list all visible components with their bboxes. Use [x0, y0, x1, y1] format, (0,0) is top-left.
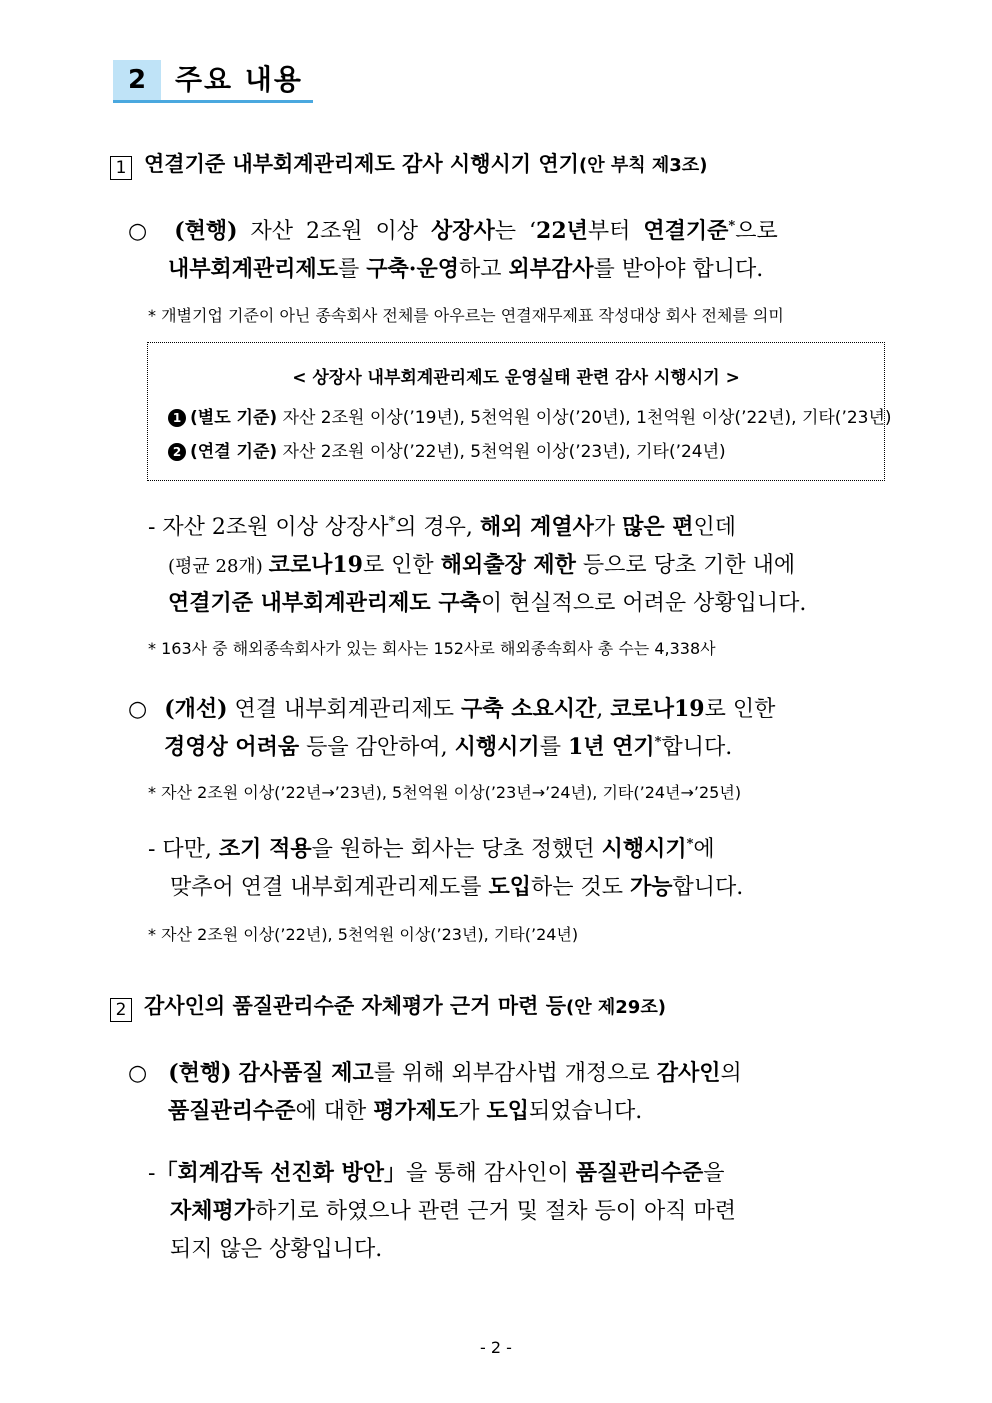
section-underline	[113, 100, 313, 103]
schedule-row-consolidated: 2 (연결 기준) 자산 2조원 이상(’22년), 5천억원 이상(’23년), 기타(’24년)	[168, 437, 726, 462]
item1-title: 연결기준 내부회계관리제도 감사 시행시기 연기	[144, 152, 579, 176]
item1-heading	[110, 148, 707, 180]
bullet: ○	[128, 697, 148, 722]
item1-improve-note: * 자산 2조원 이상(’22년→’23년), 5천억원 이상(’23년→’24년), 기타(’24년→’25년)	[148, 783, 742, 802]
bullet: ○	[128, 219, 148, 244]
item1-improve-line1: ○ (개선) 연결 내부회계관리제도 구축 소요시간, 코로나19로 인한	[128, 696, 776, 722]
item2-dash-line3: 되지 않은 상황입니다.	[170, 1237, 383, 1262]
item1-dash1-line2: (평균 28개) 코로나19로 인한 해외출장 제한 등으로 당초 기한 내에	[168, 552, 796, 578]
item2-dash-line2: 자체평가하기로 하였으나 관련 근거 및 절차 등이 아직 마련	[170, 1198, 737, 1224]
item1-dash1-line1: - 자산 2조원 이상 상장사*의 경우, 해외 계열사가 많은 편인데	[148, 514, 737, 540]
item2-dash-line1: -「회계감독 선진화 방안」을 통해 감사인이 품질관리수준을	[148, 1160, 725, 1186]
item2-current-line2: 품질관리수준에 대한 평가제도가 도입되었습니다.	[168, 1098, 643, 1124]
page-number: - 2 -	[480, 1338, 512, 1357]
bullet: ○	[128, 1061, 148, 1086]
schedule-box	[147, 342, 892, 481]
item2-number-box: 2	[110, 998, 132, 1022]
item1-ref: (안 부칙 제3조)	[578, 155, 708, 176]
item1-dash1-note: * 163사 중 해외종속회사가 있는 회사는 152사로 해외종속회사 총 수는 4,338사	[148, 639, 716, 658]
item1-number-box: 1	[110, 156, 132, 180]
item1-current-line1: ○ (현행) 자산 2조원 이상 상장사는 ‘22년부터 연결기준*으로	[128, 218, 778, 244]
item2-heading	[110, 990, 666, 1022]
item1-current-line2: 내부회계관리제도를 구축·운영하고 외부감사를 받아야 합니다.	[168, 256, 764, 282]
item1-dash1-line3: 연결기준 내부회계관리제도 구축이 현실적으로 어려운 상황입니다.	[168, 590, 807, 616]
item2-title: 감사인의 품질관리수준 자체평가 근거 마련 등	[144, 994, 566, 1018]
item1-dash2-note: * 자산 2조원 이상(’22년), 5천억원 이상(’23년), 기타(’24년)	[148, 925, 579, 944]
number-1-icon: 1	[168, 409, 186, 427]
item1-current-note: * 개별기업 기준이 아닌 종속회사 전체를 아우르는 연결재무제표 작성대상 회사 전체를 의미	[148, 306, 784, 325]
schedule-box-title: < 상장사 내부회계관리제도 운영실태 관련 감사 시행시기 >	[292, 368, 740, 388]
section-title: 주요 내용	[175, 63, 303, 96]
section-number: 2	[113, 60, 161, 100]
item2-current-line1: ○ (현행) 감사품질 제고를 위해 외부감사법 개정으로 감사인의	[128, 1060, 742, 1086]
item1-dash2-line2: 맞추어 연결 내부회계관리제도를 도입하는 것도 가능합니다.	[170, 874, 744, 900]
number-2-icon: 2	[168, 443, 186, 461]
item1-dash2-line1: - 다만, 조기 적용을 원하는 회사는 당초 정했던 시행시기*에	[148, 836, 715, 862]
item2-ref: (안 제29조)	[566, 997, 666, 1018]
item1-improve-line2: 경영상 어려움 등을 감안하여, 시행시기를 1년 연기*합니다.	[164, 734, 733, 760]
schedule-row-separate: 1 (별도 기준) 자산 2조원 이상(’19년), 5천억원 이상(’20년), 1천억원 이상(’22년), 기타(’23년)	[168, 403, 892, 428]
